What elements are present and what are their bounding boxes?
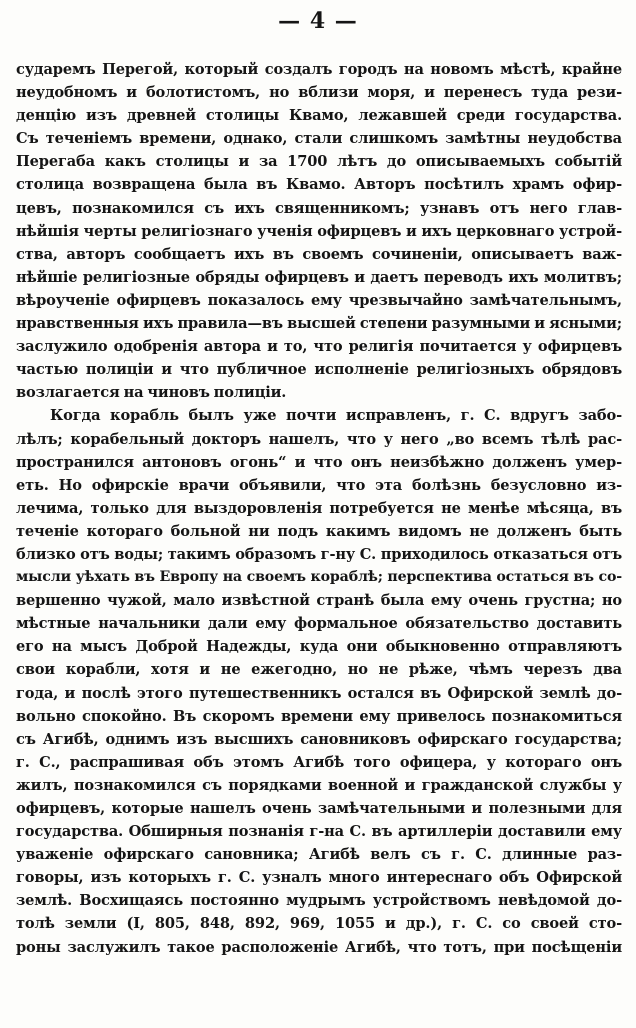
paragraph [16, 404, 622, 958]
text-line: нравственныя ихъ правила—въ высшей степени разумными и ясными; [16, 315, 622, 333]
text-line: еть. Но офирскіе врачи объявили, что эта болѣзнь безусловно из- [16, 476, 622, 494]
text-line: Когда корабль былъ уже почти исправленъ, г. С. вдругъ забо- [50, 407, 622, 425]
text-line: мѣстные начальники дали ему формальное обязательство доставить [16, 615, 622, 633]
paragraph [16, 58, 622, 404]
body-text [16, 58, 622, 959]
text-line: г. С., распрашивая объ этомъ Агибѣ того офицера, у котораго онъ [16, 753, 622, 771]
text-line: близко отъ воды; такимъ образомъ г-ну С. приходилось отказаться отъ [16, 545, 622, 563]
text-line: денцію изъ древней столицы Квамо, лежавшей среди государства. [16, 107, 622, 125]
page-number: — 4 — [278, 8, 358, 34]
text-line: вершенно чужой, мало извѣстной странѣ была ему очень грустна; но [16, 592, 622, 610]
text-line: неудобномъ и болотистомъ, но вблизи моря, и перенесъ туда рези- [16, 84, 622, 102]
text-line: частью полиціи и что публичное исполненіе религіозныхъ обрядовъ [16, 361, 622, 379]
text-line: лечима, только для выздоровленія потребуется не менѣе мѣсяца, въ [16, 499, 622, 517]
text-line: офирцевъ, которые нашелъ очень замѣчательными и полезными для [16, 800, 622, 817]
text-line: заслужило одобренія автора и то, что религія почитается у офирцевъ [16, 338, 622, 356]
text-line: нѣйшія черты религіознаго ученія офирцевъ и ихъ церковнаго устрой- [16, 222, 622, 240]
text-line: цевъ, познакомился съ ихъ священникомъ; узнавъ отъ него глав- [16, 199, 622, 217]
paragraph-container [16, 58, 622, 959]
text-line: Перегаба какъ столицы и за 1700 лѣтъ до описываемыхъ событій [16, 153, 622, 171]
text-line: ства, авторъ сообщаетъ ихъ въ своемъ сочиненіи, описываетъ важ- [16, 245, 622, 263]
text-line: вольно спокойно. Въ скоромъ времени ему привелось познакомиться [16, 707, 622, 725]
text-line: свои корабли, хотя и не ежегодно, но не рѣже, чѣмъ черезъ два [16, 661, 622, 679]
text-line: сударемъ Перегой, который создалъ городъ на новомъ мѣстѣ, крайне [16, 61, 622, 78]
text-line: столица возвращена была въ Квамо. Авторъ посѣтилъ храмъ офир- [16, 176, 622, 194]
text-line: уваженіе офирскаго сановника; Агибѣ велъ съ г. С. длинные раз- [16, 846, 622, 864]
text-line: лѣлъ; корабельный докторъ нашелъ, что у него „во всемъ тѣлѣ рас- [16, 430, 622, 448]
text-line: вѣроученіе офирцевъ показалось ему чрезвычайно замѣчательнымъ, [16, 291, 622, 309]
text-line: теченіе котораго больной ни подъ какимъ видомъ не долженъ быть [16, 522, 622, 540]
text-line: пространился антоновъ огонь“ и что онъ неизбѣжно долженъ умер- [16, 453, 622, 471]
text-line: года, и послѣ этого путешественникъ остался въ Офирской землѣ до- [16, 684, 622, 702]
text-line: возлагается на чиновъ полиціи. [16, 384, 287, 402]
text-line: мысли уѣхать въ Европу на своемъ кораблѣ; перспектива остаться въ со- [16, 569, 622, 586]
text-line: его на мысъ Доброй Надежды, куда они обыкновенно отправляютъ [16, 638, 622, 656]
text-line: землѣ. Восхищаясь постоянно мудрымъ устройствомъ невѣдомой до- [16, 892, 622, 910]
text-line: государства. Обширныя познанія г-на С. въ артиллеріи доставили ему [16, 823, 622, 841]
text-line: Съ теченіемъ времени, однако, стали слишкомъ замѣтны неудобства [16, 130, 622, 148]
text-line: жилъ, познакомился съ порядками военной и гражданской службы у [16, 776, 622, 794]
text-line: роны заслужилъ такое расположеніе Агибѣ, что тотъ, при посѣщеніи [16, 938, 622, 956]
text-line: съ Агибѣ, однимъ изъ высшихъ сановниковъ офирскаго государства; [16, 730, 622, 748]
text-line: нѣйшіе религіозные обряды офирцевъ и даетъ переводъ ихъ молитвъ; [16, 268, 622, 286]
text-line: говоры, изъ которыхъ г. С. узналъ много интереснаго объ Офирской [16, 869, 622, 887]
text-line: толѣ земли (I, 805, 848, 892, 969, 1055 и др.), г. С. со своей сто- [16, 915, 622, 933]
